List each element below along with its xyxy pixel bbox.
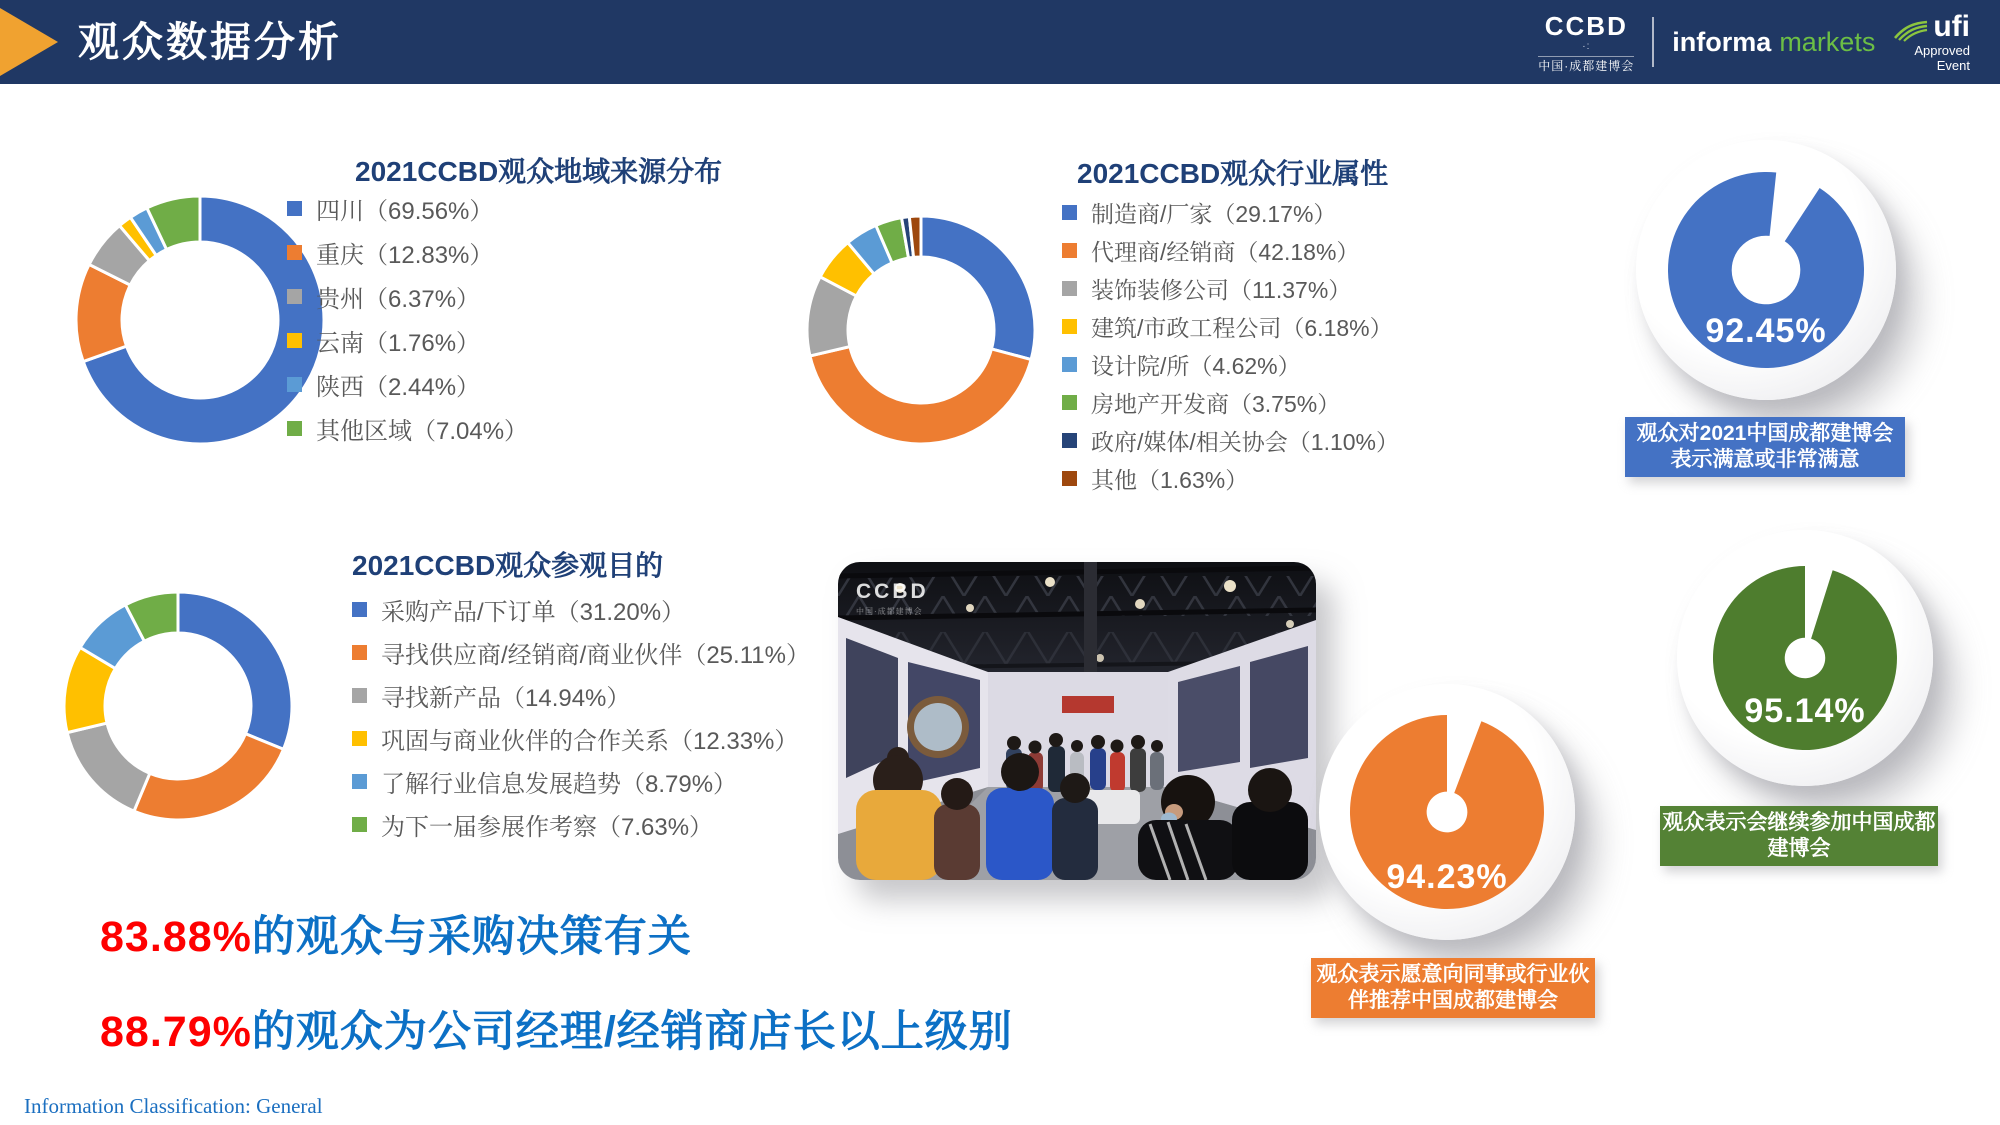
legend-label: 建筑/市政工程公司（6.18%）	[1091, 314, 1393, 341]
ufi-logo	[1893, 12, 1970, 72]
legend-item-房地产开发商	[1062, 383, 1399, 421]
ccbd-logo-text: CCBD	[1544, 10, 1628, 41]
highlight-percentage: 88.79%	[100, 1008, 252, 1056]
legend-label: 四川（69.56%）	[316, 197, 494, 225]
legend-swatch	[1062, 243, 1077, 258]
highlight-stat-purchase	[100, 903, 692, 964]
legend-swatch	[352, 645, 367, 660]
chart-title-purpose: 2021CCBD观众参观目的	[352, 550, 664, 581]
legend-swatch	[1062, 357, 1077, 372]
legend-item-四川	[287, 186, 528, 230]
legend-label: 采购产品/下订单（31.20%）	[381, 599, 686, 626]
gauge-value-recommend: 94.23%	[1386, 858, 1508, 896]
caption-recommend	[1311, 958, 1595, 1018]
legend-label: 装饰装修公司（11.37%）	[1091, 276, 1352, 303]
ccbd-logo-dots: ·:	[1582, 40, 1591, 52]
legend-label: 寻找供应商/经销商/商业伙伴（25.11%）	[381, 642, 810, 669]
donut-chart-purpose	[61, 589, 295, 823]
highlight-stat-seniority	[100, 998, 1013, 1059]
ufi-logo-text: ufi	[1933, 10, 1970, 43]
gauge-return	[1677, 530, 1933, 786]
legend-item-设计院所	[1062, 345, 1399, 383]
legend-label: 了解行业信息发展趋势（8.79%）	[381, 771, 738, 798]
caption-satisfaction	[1625, 417, 1905, 477]
legend-label: 政府/媒体/相关协会（1.10%）	[1091, 428, 1399, 455]
legend-swatch	[1062, 471, 1077, 486]
gauge-ring-satisfaction	[1636, 140, 1896, 400]
photo-watermark-sub: 中国·成都建博会	[856, 607, 923, 616]
ufi-approved-text: Approved	[1914, 43, 1970, 58]
highlight-text: 的观众与采购决策有关	[251, 913, 692, 961]
legend-swatch	[1062, 205, 1077, 220]
ccbd-logo-subtext: 中国·成都建博会	[1538, 56, 1634, 72]
highlight-percentage: 83.88%	[100, 913, 252, 961]
caption-line: 建博会	[1767, 837, 1831, 860]
legend-label: 房地产开发商（3.75%）	[1091, 390, 1341, 417]
legend-item-贵州	[287, 274, 528, 318]
caption-line: 观众对2021中国成都建博会	[1636, 422, 1894, 445]
donut-segment-制造商厂家	[921, 216, 1035, 360]
legend-label: 设计院/所（4.62%）	[1091, 352, 1301, 379]
caption-line: 观众表示会继续参加中国成都	[1662, 811, 1936, 834]
header-bar	[0, 0, 2000, 84]
informa-markets-logo	[1672, 27, 1875, 58]
legend-item-装饰装修公司	[1062, 269, 1399, 307]
legend-item-云南	[287, 318, 528, 362]
legend-swatch	[1062, 433, 1077, 448]
ufi-event-text: Event	[1936, 58, 1970, 73]
gauge-ring-recommend	[1319, 684, 1575, 940]
legend-item-了解行业信息发展趋势	[352, 760, 810, 803]
legend-swatch	[287, 289, 302, 304]
page-title: 观众数据分析	[78, 19, 342, 65]
caption-line: 观众表示愿意向同事或行业伙	[1316, 963, 1590, 986]
legend-swatch	[1062, 281, 1077, 296]
donut-segment-代理商经销商	[810, 347, 1031, 444]
caption-line: 表示满意或非常满意	[1670, 448, 1860, 471]
legend-label: 贵州（6.37%）	[316, 285, 481, 313]
logo-divider	[1652, 17, 1654, 67]
legend-swatch	[352, 817, 367, 832]
legend-label: 为下一届参展作考察（7.63%）	[381, 814, 714, 841]
classification-footer: Information Classification: General	[24, 1094, 323, 1118]
header-arrow-icon	[0, 8, 58, 76]
gauge-recommend	[1319, 684, 1575, 940]
legend-swatch	[287, 333, 302, 348]
legend-label: 其他区域（7.04%）	[316, 417, 529, 445]
legend-item-政府媒体相关协会	[1062, 421, 1399, 459]
legend-item-代理商经销商	[1062, 231, 1399, 269]
gauge-ring-return	[1677, 530, 1933, 786]
chart-title-industry: 2021CCBD观众行业属性	[1077, 158, 1389, 189]
gauge-value-return: 95.14%	[1744, 692, 1866, 730]
legend-swatch	[352, 602, 367, 617]
legend-item-巩固与商业伙伴的合作关系	[352, 717, 810, 760]
legend-item-重庆	[287, 230, 528, 274]
legend-item-为下一届参展作考察	[352, 803, 810, 846]
legend-label: 云南（1.76%）	[316, 329, 481, 357]
legend-item-其他区域	[287, 406, 528, 450]
exhibition-photo	[838, 562, 1316, 880]
legend-item-寻找新产品	[352, 674, 810, 717]
gauge-value-satisfaction: 92.45%	[1705, 312, 1827, 350]
caption-return	[1660, 806, 1938, 866]
legend-purpose	[352, 588, 810, 846]
legend-swatch	[1062, 395, 1077, 410]
legend-item-制造商厂家	[1062, 193, 1399, 231]
legend-label: 寻找新产品（14.94%）	[381, 685, 631, 712]
legend-industry	[1062, 193, 1399, 497]
legend-item-寻找供应商经销商商业伙伴	[352, 631, 810, 674]
legend-label: 代理商/经销商（42.18%）	[1091, 238, 1360, 265]
photo-watermark: CCBD	[856, 580, 929, 603]
legend-item-建筑市政工程公司	[1062, 307, 1399, 345]
highlight-text: 的观众为公司经理/经销商店长以上级别	[251, 1008, 1013, 1056]
gauge-satisfaction	[1636, 140, 1896, 400]
informa-logo-text: informa	[1672, 26, 1772, 57]
ccbd-logo	[1538, 10, 1635, 73]
legend-swatch	[287, 421, 302, 436]
legend-label: 制造商/厂家（29.17%）	[1091, 200, 1337, 227]
donut-chart-industry	[804, 213, 1038, 447]
markets-logo-text: markets	[1779, 26, 1876, 57]
legend-item-陕西	[287, 362, 528, 406]
legend-swatch	[287, 201, 302, 216]
logo-group	[1538, 0, 1970, 84]
legend-swatch	[352, 774, 367, 789]
legend-item-采购产品下订单	[352, 588, 810, 631]
donut-segment-寻找供应商经销商商业伙伴	[134, 734, 283, 820]
legend-swatch	[1062, 319, 1077, 334]
legend-item-其他	[1062, 459, 1399, 497]
legend-label: 其他（1.63%）	[1091, 466, 1249, 493]
caption-line: 伴推荐中国成都建博会	[1348, 989, 1558, 1012]
legend-swatch	[287, 245, 302, 260]
chart-title-region: 2021CCBD观众地域来源分布	[355, 156, 723, 187]
donut-segment-采购产品下订单	[178, 592, 292, 749]
legend-label: 巩固与商业伙伴的合作关系（12.33%）	[381, 728, 799, 755]
legend-label: 重庆（12.83%）	[316, 241, 494, 269]
legend-swatch	[287, 377, 302, 392]
ufi-swoosh-icon	[1893, 18, 1929, 42]
donut-segment-寻找新产品	[67, 723, 150, 811]
legend-region	[287, 186, 528, 450]
legend-swatch	[352, 731, 367, 746]
legend-swatch	[352, 688, 367, 703]
legend-label: 陕西（2.44%）	[316, 373, 481, 401]
